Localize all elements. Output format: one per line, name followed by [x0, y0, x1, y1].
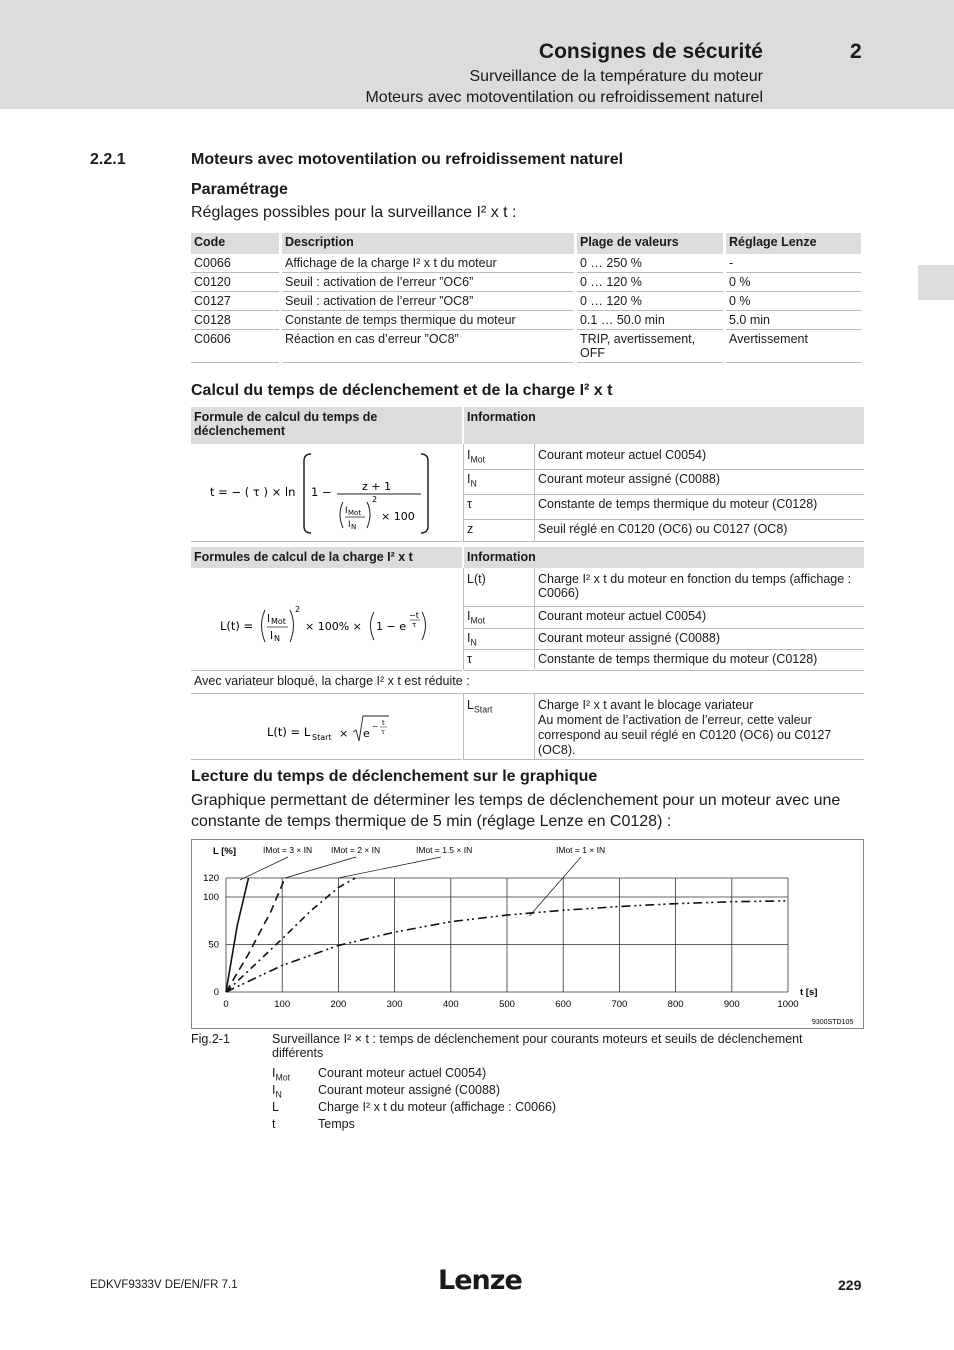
- svg-text:I: I: [348, 520, 351, 530]
- blocked-formula: [191, 696, 463, 758]
- cell: C0120: [191, 273, 281, 292]
- cell: 0 … 120 %: [576, 273, 725, 292]
- info-text: Seuil réglé en C0120 (OC6) ou C0127 (OC8): [535, 520, 864, 542]
- chart-frame: [192, 840, 864, 1029]
- info-text: Charge I² x t du moteur en fonction du temps (affichage : C0066): [535, 570, 864, 607]
- table-row: [191, 292, 863, 311]
- info-text: Charge I² x t avant le blocage variateur Au moment de l’activation de l’erreur, cette valeur correspond au seuil réglé en C0120 (OC6) ou C0127 (OC8).: [535, 696, 864, 760]
- svg-text:−: −: [372, 722, 379, 731]
- svg-text:×: ×: [339, 727, 349, 740]
- cell: Avertissement: [725, 330, 863, 363]
- table-row: [191, 330, 863, 363]
- svg-text:× 100% ×: × 100% ×: [305, 620, 362, 633]
- info-symbol: τ: [464, 495, 534, 520]
- cell: C0127: [191, 292, 281, 311]
- param-heading: Paramétrage: [191, 181, 288, 198]
- reading-heading: Lecture du temps de déclenchement sur le graphique: [191, 768, 598, 785]
- symbol-sub: Start: [473, 704, 493, 715]
- svg-text:I: I: [270, 630, 274, 642]
- svg-text:Mot: Mot: [271, 617, 286, 626]
- cell: 0 … 120 %: [576, 292, 725, 311]
- x-axis-label: t [s]: [800, 987, 818, 998]
- figure-label: Fig.2-1: [191, 1032, 230, 1046]
- col-header: Réglage Lenze: [725, 233, 863, 254]
- figure-code: 9300STD105: [812, 1019, 854, 1026]
- svg-text:I: I: [345, 506, 348, 516]
- symbol-sub: Mot: [470, 615, 486, 626]
- svg-text:L(t) = L: L(t) = L: [267, 725, 311, 739]
- x-tick-label: 600: [555, 999, 572, 1010]
- symbol: I: [467, 448, 471, 462]
- svg-text:τ: τ: [381, 728, 385, 736]
- svg-text:L(t) =: L(t) =: [220, 619, 254, 633]
- cell: Constante de temps thermique du moteur: [281, 311, 576, 330]
- cell: 0 %: [725, 292, 863, 311]
- info-text: Courant moteur actuel C0054): [535, 607, 864, 629]
- table-header-row: [191, 233, 863, 254]
- section-title: Moteurs avec motoventilation ou refroidissement naturel: [191, 151, 624, 168]
- y-tick-label: 50: [208, 939, 219, 951]
- page-header: [0, 0, 954, 109]
- col-header: Description: [281, 233, 576, 254]
- cell: C0606: [191, 330, 281, 363]
- x-tick-label: 1000: [777, 999, 799, 1010]
- svg-text:Mot: Mot: [348, 509, 362, 517]
- legend-symbol: t: [272, 1117, 276, 1131]
- load-formula: [191, 570, 463, 670]
- cell: Seuil : activation de l’erreur ”OC6”: [281, 273, 576, 292]
- svg-text:t: t: [382, 719, 385, 727]
- legend-text: Temps: [318, 1117, 355, 1131]
- symbol-sub: N: [470, 637, 477, 648]
- info-text: Constante de temps thermique du moteur (C0128): [535, 495, 864, 520]
- info-text: Courant moteur actuel C0054): [535, 446, 864, 470]
- param-intro: Réglages possibles pour la surveillance I² x t :: [191, 204, 517, 221]
- info-text: Courant moteur assigné (C0088): [535, 629, 864, 650]
- table-row: [191, 273, 863, 292]
- divider: [191, 670, 462, 671]
- y-axis-label: L [%]: [213, 846, 237, 857]
- cell: C0066: [191, 254, 281, 273]
- info-symbol: [464, 696, 534, 760]
- col-header: Code: [191, 233, 281, 254]
- svg-text:t = − ( τ ) × ln: t = − ( τ ) × ln: [210, 485, 296, 499]
- svg-text:2: 2: [295, 605, 301, 614]
- chapter-side-tab: [918, 265, 954, 300]
- symbol: I: [272, 1066, 276, 1080]
- info-symbol: z: [464, 520, 534, 542]
- document-id: EDKVF9333V DE/EN/FR 7.1: [90, 1279, 238, 1291]
- chapter-title: Consignes de sécurité: [538, 40, 763, 63]
- info-header: Information: [464, 407, 864, 444]
- info-symbol: [464, 470, 534, 495]
- symbol-sub: N: [470, 478, 477, 489]
- page-number: 229: [838, 1277, 862, 1293]
- y-tick-label: 120: [203, 873, 219, 884]
- x-tick-label: 100: [274, 999, 291, 1010]
- x-tick-label: 200: [330, 999, 347, 1010]
- cell: -: [725, 254, 863, 273]
- x-tick-label: 300: [386, 999, 403, 1010]
- info-symbol: [464, 607, 534, 629]
- legend-text: Courant moteur assigné (C0088): [318, 1083, 501, 1097]
- divider: [191, 541, 462, 542]
- svg-text:I: I: [267, 613, 271, 625]
- symbol-sub: Mot: [470, 454, 486, 465]
- info-symbol: [464, 629, 534, 650]
- legend-symbol: [272, 1066, 290, 1083]
- svg-text:Start: Start: [312, 733, 332, 742]
- x-tick-label: 800: [667, 999, 684, 1010]
- x-tick-label: 400: [442, 999, 459, 1010]
- symbol-sub: Mot: [275, 1072, 291, 1083]
- info-symbol: τ: [464, 650, 534, 671]
- symbol: I: [467, 631, 471, 645]
- curve-label: IMot = 1 × IN: [556, 845, 606, 855]
- svg-text:e: e: [363, 727, 370, 740]
- legend-symbol: [272, 1083, 282, 1100]
- section-number: 2.2.1: [90, 151, 126, 168]
- cell: C0128: [191, 311, 281, 330]
- table-row: [191, 254, 863, 273]
- info-symbol: [464, 446, 534, 470]
- table-row: [191, 311, 863, 330]
- x-tick-label: 500: [499, 999, 515, 1010]
- cell: Réaction en cas d’erreur ”OC8”: [281, 330, 576, 363]
- params-table: [191, 233, 864, 363]
- divider: [191, 759, 462, 760]
- svg-text:τ: τ: [412, 621, 417, 629]
- svg-text:z + 1: z + 1: [362, 480, 391, 493]
- figure-caption: Surveillance I² × t : temps de déclenchement pour courants moteurs et seuils de déclenchement différents: [272, 1032, 803, 1060]
- legend-text: Courant moteur actuel C0054): [318, 1066, 487, 1080]
- calc-heading: Calcul du temps de déclenchement et de la charge I² x t: [191, 382, 613, 399]
- lenze-logo: Lenze: [438, 1265, 522, 1296]
- legend-symbol: L: [272, 1100, 279, 1114]
- symbol: L: [467, 698, 474, 712]
- svg-text:−t: −t: [409, 611, 419, 620]
- symbol: I: [272, 1083, 276, 1097]
- formula2-header: Formules de calcul de la charge I² x t: [191, 547, 462, 568]
- info-header: Information: [464, 547, 864, 568]
- chapter-number: 2: [850, 40, 862, 63]
- y-tick-label: 0: [213, 987, 219, 998]
- x-tick-label: 700: [611, 999, 628, 1010]
- cell: 0 %: [725, 273, 863, 292]
- legend-text: Charge I² x t du moteur (affichage : C0066): [318, 1100, 557, 1114]
- cell: 0 … 250 %: [576, 254, 725, 273]
- svg-text:N: N: [351, 523, 357, 531]
- cell: Affichage de la charge I² x t du moteur: [281, 254, 576, 273]
- svg-text:1 − e: 1 − e: [376, 620, 406, 633]
- header-subtitle-1: Surveillance de la température du moteur: [469, 68, 763, 85]
- y-tick-label: 100: [203, 892, 219, 903]
- formula1-header: Formule de calcul du temps de déclenchement: [191, 407, 462, 444]
- info-text: Constante de temps thermique du moteur (C0128): [535, 650, 864, 671]
- trip-time-formula: [191, 446, 463, 540]
- trip-time-chart: [191, 839, 864, 1029]
- cell: TRIP, avertissement, OFF: [576, 330, 725, 363]
- curve-label: IMot = 2 × IN: [331, 845, 381, 855]
- svg-text:2: 2: [372, 495, 378, 504]
- svg-text:N: N: [274, 634, 280, 643]
- curve-label: IMot = 3 × IN: [263, 845, 313, 855]
- curve-label: IMot = 1.5 × IN: [416, 845, 473, 855]
- col-header: Plage de valeurs: [576, 233, 725, 254]
- symbol-sub: N: [275, 1089, 282, 1100]
- x-tick-label: 0: [223, 999, 229, 1010]
- header-subtitle-2: Moteurs avec motoventilation ou refroidissement naturel: [365, 89, 763, 106]
- symbol: I: [467, 609, 471, 623]
- blocked-note: Avec variateur bloqué, la charge I² x t est réduite :: [191, 672, 864, 694]
- symbol: I: [467, 472, 471, 486]
- svg-text:× 100: × 100: [381, 510, 415, 523]
- cell: 5.0 min: [725, 311, 863, 330]
- cell: 0.1 … 50.0 min: [576, 311, 725, 330]
- info-symbol: L(t): [464, 570, 534, 607]
- x-tick-label: 900: [723, 999, 740, 1010]
- cell: Seuil : activation de l’erreur ”OC8”: [281, 292, 576, 311]
- reading-text: Graphique permettant de déterminer les temps de déclenchement pour un moteur avec une constante de temps thermique de 5 min (réglage Lenze en C0128) :: [191, 792, 841, 830]
- svg-text:1 −: 1 −: [311, 485, 332, 499]
- info-text: Courant moteur assigné (C0088): [535, 470, 864, 495]
